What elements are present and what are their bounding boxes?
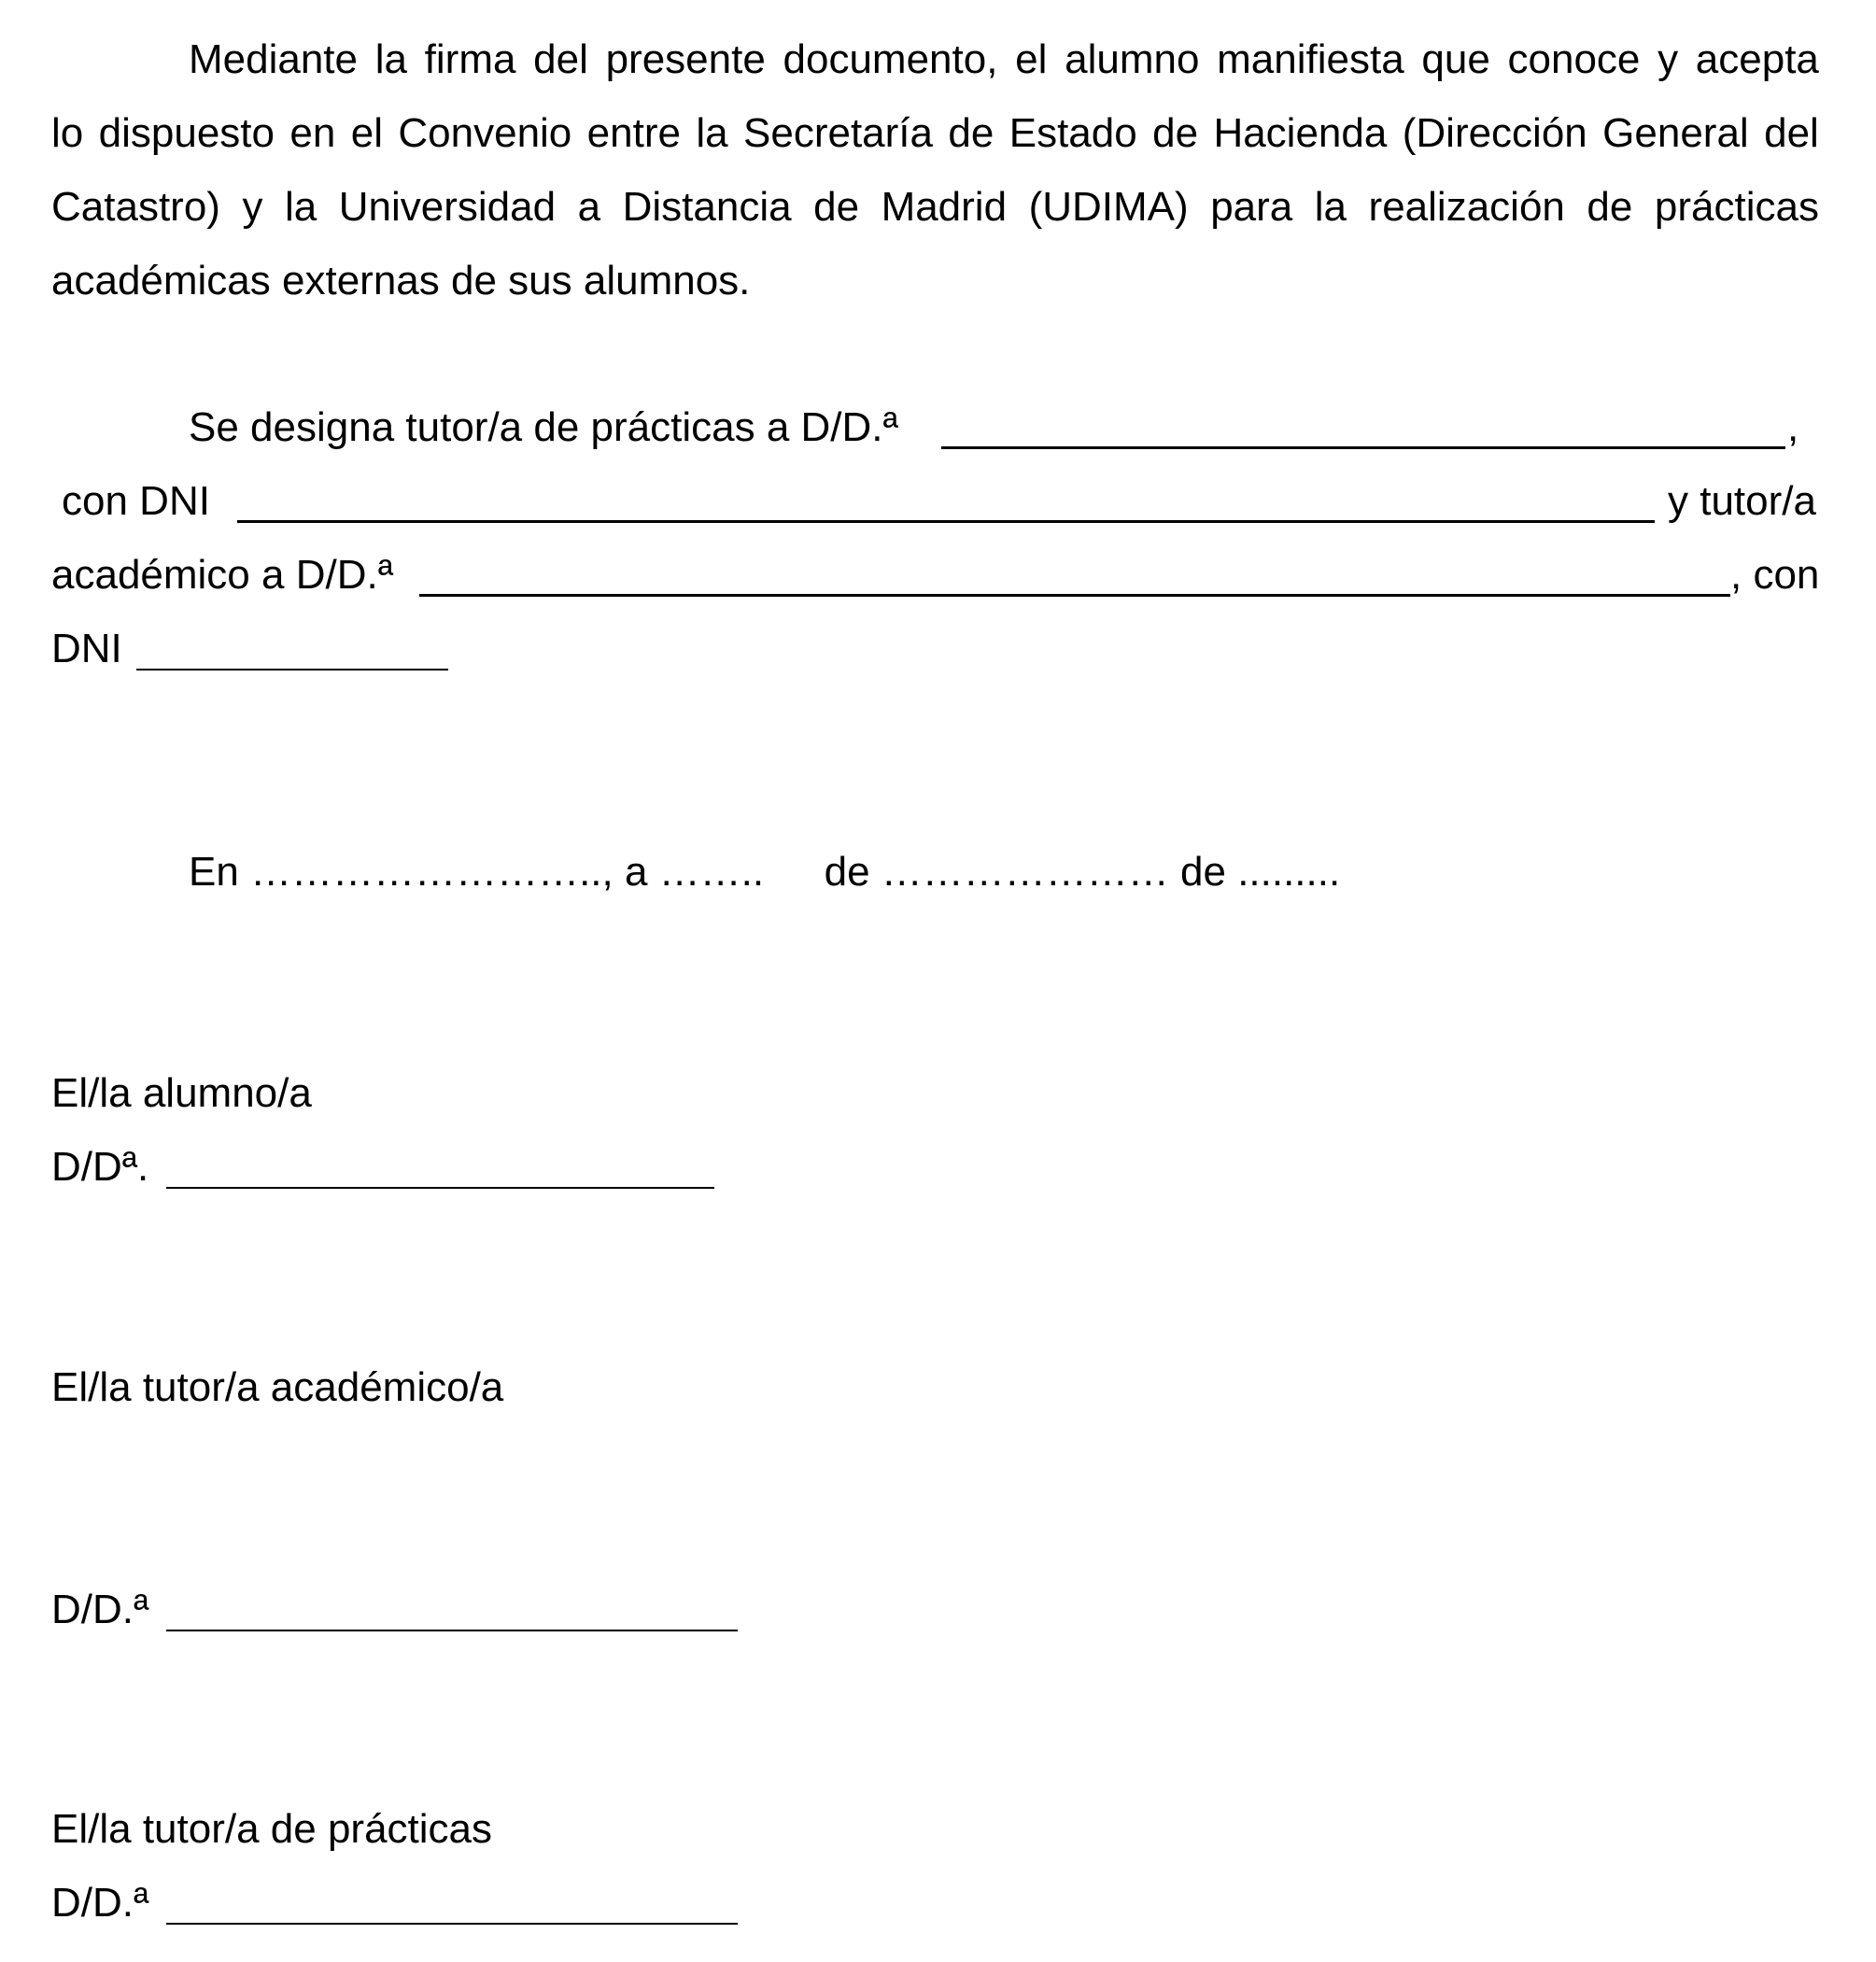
practice-tutor-heading: El/la tutor/a de prácticas: [51, 1806, 493, 1852]
paragraph-line-3: Catastro) y la Universidad a Distancia de Madrid (UDIMA) para la realización de prácticas: [51, 184, 1819, 230]
tutor-practicas-name-line[interactable]: [941, 446, 1785, 449]
con-label: , con: [1730, 552, 1820, 598]
academic-tutor-dd-label: D/D.ª: [51, 1587, 149, 1632]
student-name-line[interactable]: [166, 1187, 714, 1189]
paragraph-line-4: académicas externas de sus alumnos.: [51, 258, 751, 303]
date-line: En …………………….., a …….. de ………………… de .........: [189, 849, 1341, 895]
designation-intro: Se designa tutor/a de prácticas a D/D.ª: [189, 404, 898, 450]
y-tutor-label: y tutor/a: [1668, 478, 1816, 524]
dni-label: DNI: [51, 626, 122, 671]
student-dd-label: D/Dª.: [51, 1144, 149, 1190]
practice-tutor-dd-label: D/D.ª: [51, 1880, 149, 1926]
paragraph-line-2: lo dispuesto en el Convenio entre la Secretaría de Estado de Hacienda (Dirección General del: [51, 110, 1819, 156]
academico-label: académico a D/D.ª: [51, 552, 393, 598]
designation-comma: ,: [1787, 404, 1799, 450]
tutor-academico-dni-line[interactable]: [136, 669, 448, 670]
tutor-academico-name-line[interactable]: [419, 594, 1730, 597]
academic-tutor-name-line[interactable]: [166, 1630, 738, 1631]
academic-tutor-heading: El/la tutor/a académico/a: [51, 1364, 504, 1410]
paragraph-line-1: Mediante la firma del presente documento, el alumno manifiesta que conoce y acepta: [189, 36, 1819, 82]
student-heading: El/la alumno/a: [51, 1070, 312, 1116]
con-dni-label: con DNI: [62, 478, 210, 524]
tutor-practicas-dni-line[interactable]: [237, 520, 1655, 523]
practice-tutor-name-line[interactable]: [166, 1923, 738, 1925]
